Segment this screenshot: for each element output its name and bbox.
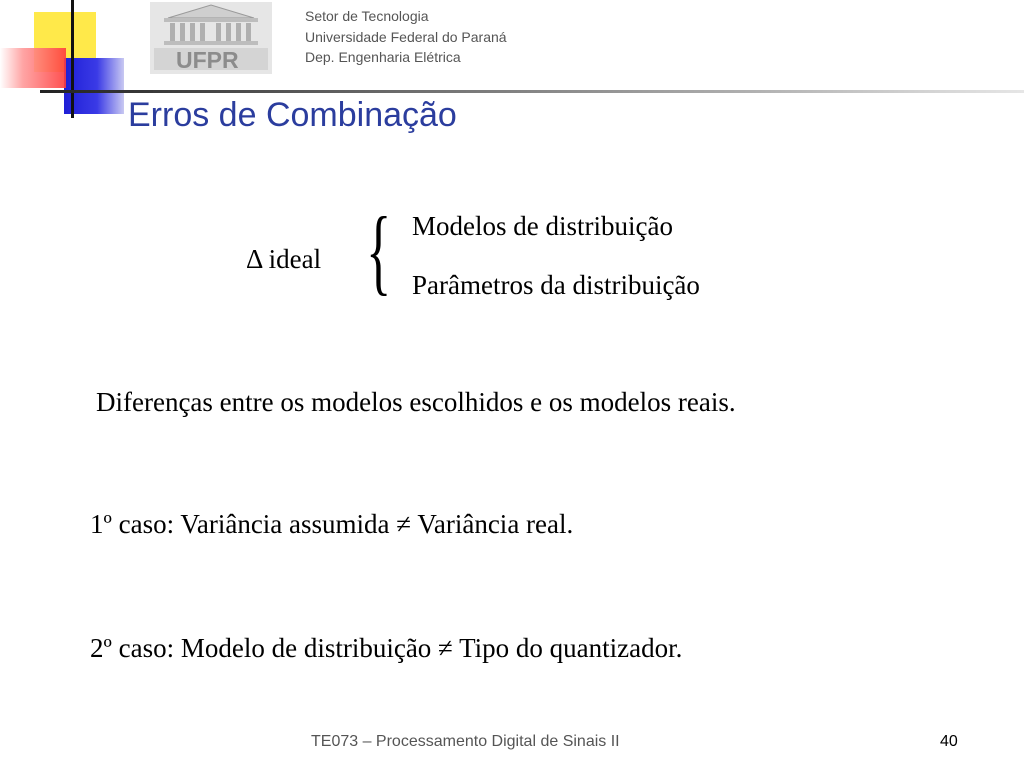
footer-course: TE073 – Processamento Digital de Sinais II <box>311 733 620 750</box>
svg-text:UFPR: UFPR <box>176 47 239 73</box>
curly-brace: { <box>366 197 392 304</box>
brace-item-distribution-parameters: Parâmetros da distribuição <box>412 270 700 300</box>
case-1-text: 1º caso: Variância assumida ≠ Variância real. <box>90 509 574 539</box>
header-divider <box>40 90 1024 93</box>
slide-title: Erros de Combinação <box>128 96 457 134</box>
institution-line-department: Dep. Engenharia Elétrica <box>305 49 461 65</box>
differences-text: Diferenças entre os modelos escolhidos e os modelos reais. <box>96 387 736 417</box>
decor-vertical-line <box>71 0 74 118</box>
institution-block <box>305 6 507 68</box>
ufpr-logo <box>150 2 272 74</box>
brace-item-distribution-models: Modelos de distribuição <box>412 211 673 241</box>
case-2-text: 2º caso: Modelo de distribuição ≠ Tipo do quantizador. <box>90 633 683 663</box>
delta-ideal-label: Δ ideal <box>246 244 322 274</box>
decor-red-bar <box>0 48 66 88</box>
institution-line-university: Universidade Federal do Paraná <box>305 28 507 45</box>
institution-line-sector: Setor de Tecnologia <box>305 8 429 24</box>
page-number: 40 <box>940 733 958 750</box>
